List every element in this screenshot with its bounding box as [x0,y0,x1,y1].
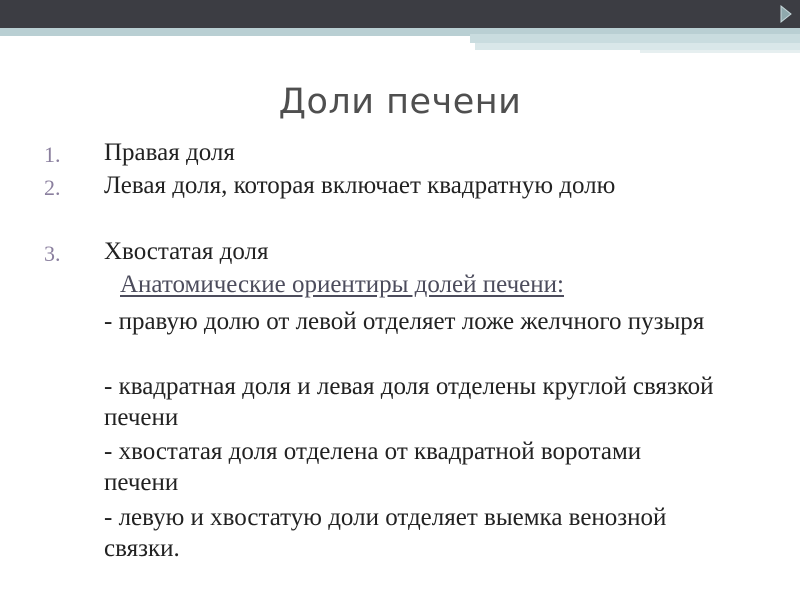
list-item: Левая доля, которая включает квадратную долю [104,172,616,199]
slide-title: Доли печени [278,82,522,122]
list-number: 1. [44,142,61,167]
header-band-accent [470,34,800,43]
list-item: Правая доля [104,139,235,166]
landmark-point: - левую и хвостатую доли отделяет выемка венозной связки. [104,504,667,562]
chevron-right-icon [775,2,797,26]
subheading: Анатомические ориентиры долей печени: [120,271,564,298]
landmark-point: - правую долю от левой отделяет ложе желчного пузыря [104,308,705,335]
landmark-point: - хвостатая доля отделена от квадратной воротами печени [104,438,642,496]
header-band-accent-secondary [475,43,800,50]
landmark-point: - квадратная доля и левая доля отделены круглой связкой печени [104,373,714,431]
list-item: Хвостатая доля [104,238,269,265]
header-band-line [640,50,800,53]
list-number: 3. [44,241,61,266]
header-band-dark [0,0,800,28]
list-number: 2. [44,175,61,200]
